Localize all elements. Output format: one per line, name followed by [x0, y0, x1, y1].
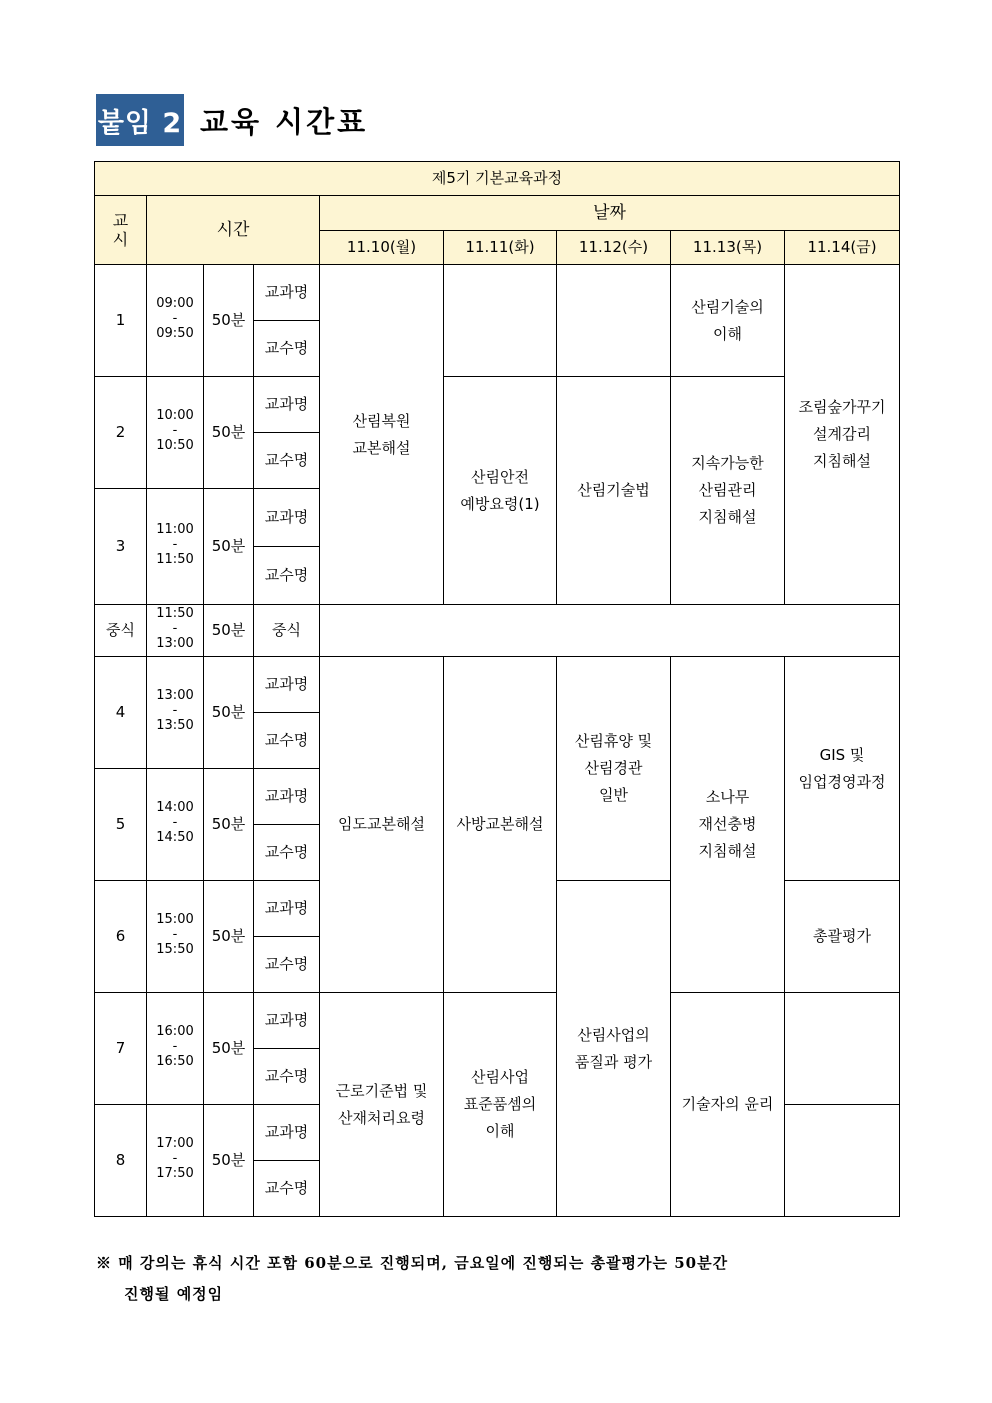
schedule-table — [94, 161, 900, 1217]
day-header-fri: 11.14(금) — [785, 231, 900, 265]
period-number: 7 — [95, 993, 147, 1105]
instructor-label: 교수명 — [254, 937, 320, 993]
empty-cell — [785, 1105, 900, 1217]
period-time: 14:00 - 14:50 — [147, 769, 204, 881]
instructor-label: 교수명 — [254, 1161, 320, 1217]
period-number: 3 — [95, 489, 147, 605]
period-number: 6 — [95, 881, 147, 993]
course-mon-late: 근로기준법 및 산재처리요령 — [320, 993, 444, 1217]
footnote-line2: 진행될 예정임 — [124, 1285, 224, 1303]
empty-cell — [785, 993, 900, 1105]
course-tue-afternoon: 사방교본해설 — [444, 657, 557, 993]
subject-label: 교과명 — [254, 1105, 320, 1161]
time-header: 시간 — [147, 196, 320, 265]
period-time: 15:00 - 15:50 — [147, 881, 204, 993]
period-duration: 50분 — [204, 265, 254, 377]
lunch-label: 중식 — [95, 605, 147, 657]
lunch-desc: 중식 — [254, 605, 320, 657]
course-wed-afternoon1: 산림휴양 및 산림경관 일반 — [557, 657, 671, 881]
instructor-label: 교수명 — [254, 825, 320, 881]
course-mon-morning: 산림복원 교본해설 — [320, 265, 444, 605]
period-number: 2 — [95, 377, 147, 489]
instructor-label: 교수명 — [254, 433, 320, 489]
subject-label: 교과명 — [254, 993, 320, 1049]
course-wed-afternoon2: 산림사업의 품질과 평가 — [557, 881, 671, 1217]
course-fri-afternoon: GIS 및 임업경영과정 — [785, 657, 900, 881]
subject-label: 교과명 — [254, 489, 320, 547]
course-title: 제5기 기본교육과정 — [95, 162, 900, 196]
subject-label: 교과명 — [254, 657, 320, 713]
course-fri-morning: 조림숲가꾸기 설계감리 지침해설 — [785, 265, 900, 605]
empty-cell — [557, 265, 671, 377]
period-time: 10:00 - 10:50 — [147, 377, 204, 489]
day-header-wed: 11.12(수) — [557, 231, 671, 265]
period-duration: 50분 — [204, 377, 254, 489]
course-mon-afternoon: 임도교본해설 — [320, 657, 444, 993]
lunch-empty — [320, 605, 900, 657]
footnote-line1: ※ 매 강의는 휴식 시간 포함 60분으로 진행되며, 금요일에 진행되는 총괄평가는 50분간 — [96, 1254, 729, 1272]
period-duration: 50분 — [204, 769, 254, 881]
footnote — [96, 1248, 896, 1310]
period-number: 8 — [95, 1105, 147, 1217]
course-thu-period1: 산림기술의 이해 — [671, 265, 785, 377]
subject-label: 교과명 — [254, 769, 320, 825]
day-header-thu: 11.13(목) — [671, 231, 785, 265]
period-time: 17:00 - 17:50 — [147, 1105, 204, 1217]
page-heading — [96, 94, 368, 146]
course-thu-late: 기술자의 윤리 — [671, 993, 785, 1217]
instructor-label: 교수명 — [254, 1049, 320, 1105]
period-duration: 50분 — [204, 1105, 254, 1217]
course-tue-late: 산림사업 표준품셈의 이해 — [444, 993, 557, 1217]
page-title: 교육 시간표 — [200, 104, 369, 139]
subject-label: 교과명 — [254, 881, 320, 937]
period-time: 11:00 - 11:50 — [147, 489, 204, 605]
course-tue-morning: 산림안전 예방요령(1) — [444, 377, 557, 605]
day-header-tue: 11.11(화) — [444, 231, 557, 265]
course-thu-afternoon: 소나무 재선충병 지침해설 — [671, 657, 785, 993]
lunch-time: 11:50 - 13:00 — [147, 605, 204, 657]
period-duration: 50분 — [204, 993, 254, 1105]
date-header: 날짜 — [320, 196, 900, 231]
period-duration: 50분 — [204, 657, 254, 769]
period-duration: 50분 — [204, 881, 254, 993]
empty-cell — [444, 265, 557, 377]
period-header: 교 시 — [95, 196, 147, 265]
subject-label: 교과명 — [254, 377, 320, 433]
period-time: 13:00 - 13:50 — [147, 657, 204, 769]
period-duration: 50분 — [204, 489, 254, 605]
attachment-badge: 붙임 2 — [96, 94, 184, 146]
lunch-duration: 50분 — [204, 605, 254, 657]
day-header-mon: 11.10(월) — [320, 231, 444, 265]
course-wed-morning: 산림기술법 — [557, 377, 671, 605]
course-thu-morning: 지속가능한 산림관리 지침해설 — [671, 377, 785, 605]
period-number: 1 — [95, 265, 147, 377]
period-number: 4 — [95, 657, 147, 769]
period-time: 09:00 - 09:50 — [147, 265, 204, 377]
instructor-label: 교수명 — [254, 547, 320, 605]
subject-label: 교과명 — [254, 265, 320, 321]
period-number: 5 — [95, 769, 147, 881]
instructor-label: 교수명 — [254, 321, 320, 377]
instructor-label: 교수명 — [254, 713, 320, 769]
course-fri-period6: 총괄평가 — [785, 881, 900, 993]
period-time: 16:00 - 16:50 — [147, 993, 204, 1105]
